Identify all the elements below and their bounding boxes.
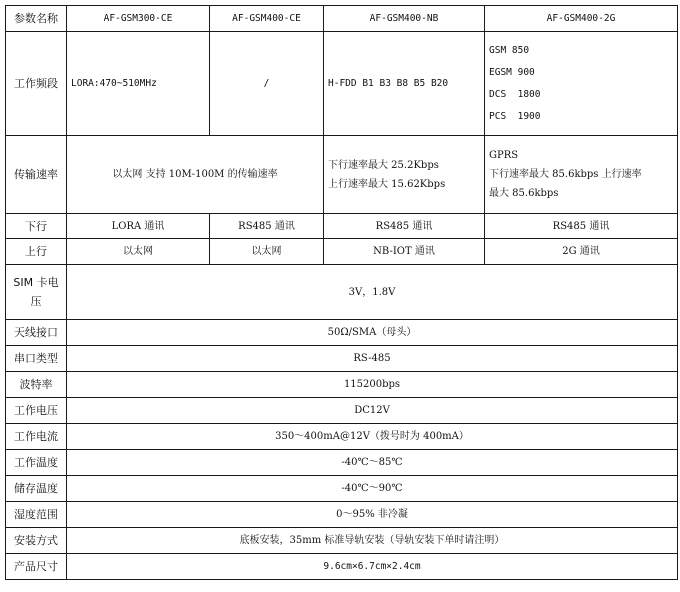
downlink-value: RS485 通讯 [485, 214, 678, 239]
humidity-label: 湿度范围 [6, 502, 67, 528]
uplink-value: 2G 通讯 [485, 239, 678, 265]
storage-temp-row [6, 476, 678, 502]
voltage-value: DC12V [67, 398, 678, 424]
work-temp-label: 工作温度 [6, 450, 67, 476]
install-label: 安装方式 [6, 528, 67, 554]
freq-gsm300-ce: LORA:470~510MHz [67, 32, 210, 136]
storage-temp-label: 储存温度 [6, 476, 67, 502]
uplink-label: 上行 [6, 239, 67, 265]
antenna-row [6, 320, 678, 346]
rate-gsm400-nb [324, 136, 485, 214]
current-row [6, 424, 678, 450]
sim-voltage-row [6, 265, 678, 320]
model-header-gsm300-ce: AF-GSM300-CE [67, 6, 210, 32]
current-label: 工作电流 [6, 424, 67, 450]
antenna-value: 50Ω/SMA（母头） [67, 320, 678, 346]
sim-voltage-label-line: SIM 卡电 [13, 276, 59, 289]
downlink-row [6, 214, 678, 239]
work-temp-value: -40℃～85℃ [67, 450, 678, 476]
header-row [6, 6, 678, 32]
install-value: 底板安装，35mm 标准导轨安装（导轨安装下单时请注明） [67, 528, 678, 554]
downlink-value: RS485 通讯 [210, 214, 324, 239]
baud-label: 波特率 [6, 372, 67, 398]
current-value: 350～400mA@12V（拨号时为 400mA） [67, 424, 678, 450]
size-label: 产品尺寸 [6, 554, 67, 580]
humidity-row [6, 502, 678, 528]
freq-label: 工作频段 [6, 32, 67, 136]
humidity-value: 0～95% 非冷凝 [67, 502, 678, 528]
model-header-gsm400-ce: AF-GSM400-CE [210, 6, 324, 32]
freq-band-line: GSM 850 [489, 45, 530, 56]
serial-row [6, 346, 678, 372]
serial-value: RS-485 [67, 346, 678, 372]
baud-row [6, 372, 678, 398]
rate-gsm400-2g [485, 136, 678, 214]
rate-nb-up-line: 上行速率最大 15.62Kbps [328, 178, 446, 190]
rate-ethernet-models: 以太网 支持 10M-100M 的传输速率 [67, 136, 324, 214]
baud-value: 115200bps [67, 372, 678, 398]
sim-voltage-label [6, 265, 67, 320]
freq-band-line: EGSM 900 [489, 67, 535, 78]
freq-gsm400-ce: / [210, 32, 324, 136]
spec-table [5, 5, 678, 580]
downlink-label: 下行 [6, 214, 67, 239]
rate-label: 传输速率 [6, 136, 67, 214]
rate-row [6, 136, 678, 214]
sim-voltage-label-line: 压 [30, 295, 42, 308]
voltage-row [6, 398, 678, 424]
model-header-gsm400-2g: AF-GSM400-2G [485, 6, 678, 32]
uplink-value: NB-IOT 通讯 [324, 239, 485, 265]
work-temp-row [6, 450, 678, 476]
uplink-value: 以太网 [67, 239, 210, 265]
param-name-header: 参数名称 [6, 6, 67, 32]
rate-2g-line: GPRS [489, 150, 519, 161]
rate-nb-down-line: 下行速率最大 25.2Kbps [328, 159, 439, 171]
size-row [6, 554, 678, 580]
size-value: 9.6cm×6.7cm×2.4cm [67, 554, 678, 580]
antenna-label: 天线接口 [6, 320, 67, 346]
model-header-gsm400-nb: AF-GSM400-NB [324, 6, 485, 32]
sim-voltage-value: 3V，1.8V [67, 265, 678, 320]
voltage-label: 工作电压 [6, 398, 67, 424]
freq-band-line: DCS 1800 [489, 89, 541, 100]
downlink-value: LORA 通讯 [67, 214, 210, 239]
rate-2g-line: 最大 85.6kbps [489, 188, 559, 199]
uplink-row [6, 239, 678, 265]
rate-2g-line: 下行速率最大 85.6kbps 上行速率 [489, 169, 642, 180]
install-row [6, 528, 678, 554]
uplink-value: 以太网 [210, 239, 324, 265]
freq-gsm400-nb: H-FDD B1 B3 B8 B5 B20 [324, 32, 485, 136]
freq-gsm400-2g [485, 32, 678, 136]
freq-row [6, 32, 678, 136]
freq-band-line: PCS 1900 [489, 111, 541, 122]
downlink-value: RS485 通讯 [324, 214, 485, 239]
storage-temp-value: -40℃～90℃ [67, 476, 678, 502]
serial-label: 串口类型 [6, 346, 67, 372]
